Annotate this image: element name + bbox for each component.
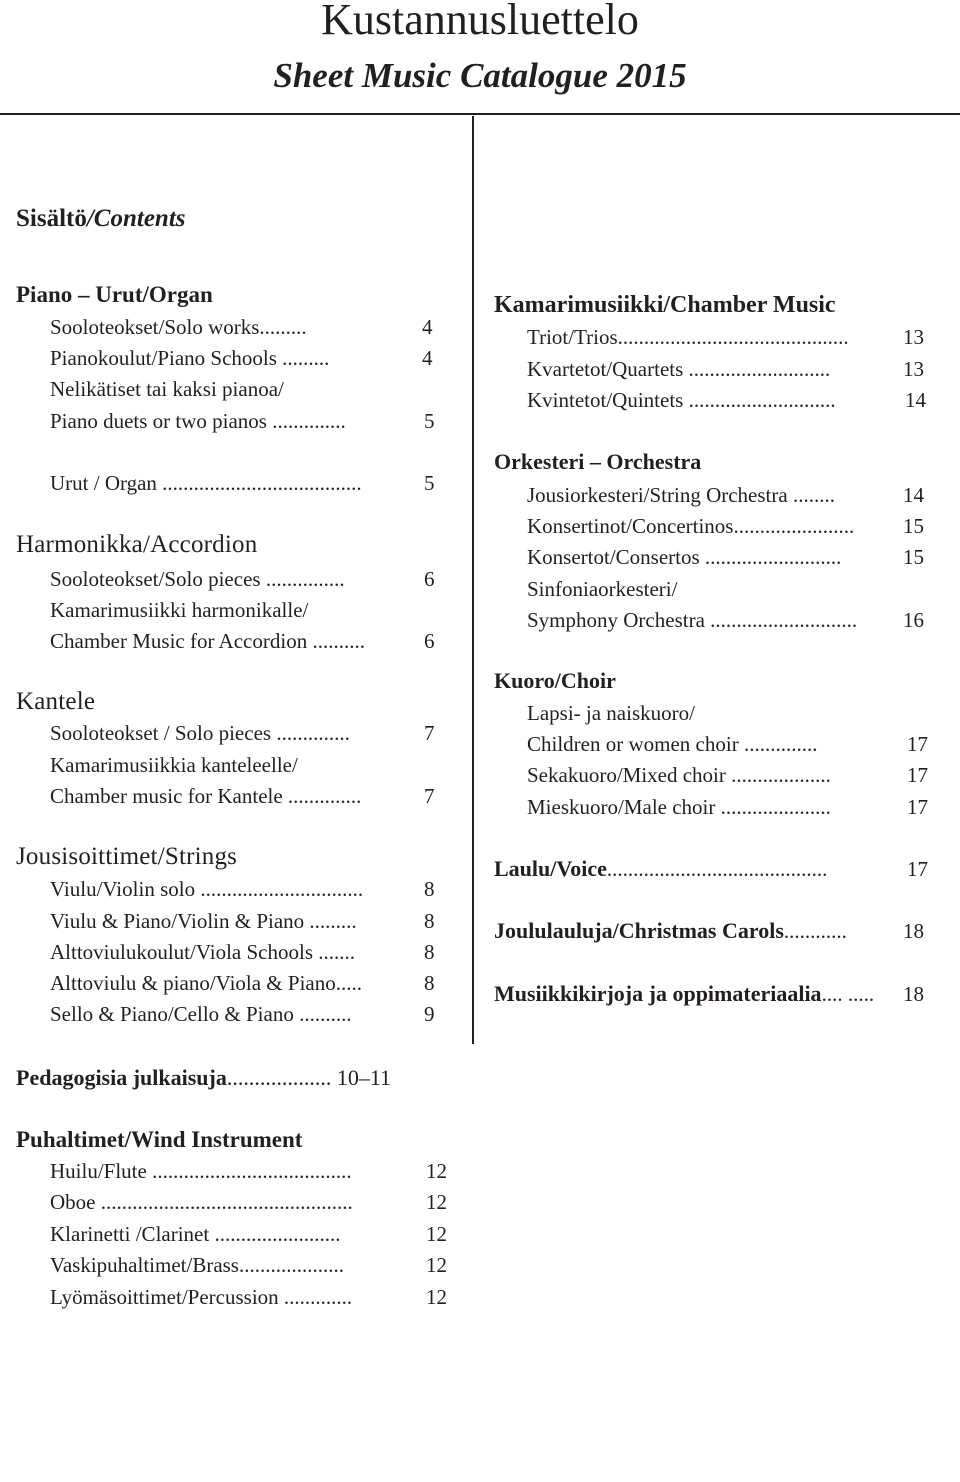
- toc-entry-cello-piano: [50, 999, 450, 1029]
- toc-entry-label: Lyömäsoittimet/Percussion .............: [50, 1285, 353, 1309]
- toc-entry-page: 12: [426, 1253, 447, 1277]
- toc-entry-brass: [50, 1250, 460, 1280]
- toc-entry-solo-works: [50, 312, 450, 342]
- toc-entry-label: Chamber music for Kantele ..............: [50, 784, 362, 808]
- toc-entry-page: 12: [426, 1190, 447, 1214]
- toc-entry-music-books: [494, 979, 944, 1009]
- catalogue-subtitle: Sheet Music Catalogue 2015: [273, 56, 687, 95]
- section-music-books: Musiikkikirjoja ja oppimateriaalia: [494, 981, 822, 1006]
- toc-entry-label: Alttoviulu & piano/Viola & Piano.....: [50, 971, 362, 995]
- toc-entry-quartets: [527, 354, 947, 384]
- toc-entry-label: Piano duets or two pianos ..............: [50, 409, 346, 433]
- toc-entry-trios: [527, 322, 947, 352]
- toc-entry-label: Nelikätiset tai kaksi pianoa/: [50, 377, 284, 401]
- toc-entry-label: Konsertot/Consertos ..........................: [527, 545, 842, 569]
- toc-entry-label: Children or women choir ..............: [527, 732, 818, 756]
- section-christmas-carols: Joululauluja/Christmas Carols: [494, 918, 784, 943]
- toc-entry-label: Kvartetot/Quartets ...........................: [527, 357, 831, 381]
- toc-entry-label: Kamarimusiikki harmonikalle/: [50, 598, 309, 622]
- section-wind: Puhaltimet/Wind Instrument: [16, 1127, 303, 1152]
- toc-entry-label: Klarinetti /Clarinet ........................: [50, 1222, 341, 1246]
- toc-entry-label: Sooloteokset/Solo works.........: [50, 315, 307, 339]
- toc-entry-organ: [50, 468, 450, 498]
- toc-entry-label: Konsertinot/Concertinos.......................: [527, 514, 855, 538]
- toc-entry-label: Pianokoulut/Piano Schools .........: [50, 346, 330, 370]
- section-orchestra: Orkesteri – Orchestra: [494, 449, 702, 474]
- toc-entry-violin-piano: [50, 906, 450, 936]
- toc-entry-page: 14: [903, 483, 924, 507]
- toc-entry-accordion-chamber: [50, 626, 450, 656]
- toc-entry-label: Lapsi- ja naiskuoro/: [527, 701, 695, 725]
- toc-entry-page: 7: [424, 784, 435, 808]
- toc-entry-viola-schools: [50, 937, 450, 967]
- toc-entry-label: Triot/Trios............................................: [527, 325, 849, 349]
- toc-entry-children-women-choir: [527, 729, 947, 759]
- toc-entry-label: Sooloteokset/Solo pieces ...............: [50, 567, 345, 591]
- toc-entry-label: Sello & Piano/Cello & Piano ..........: [50, 1002, 352, 1026]
- toc-entry-dots: .... .....: [821, 982, 875, 1006]
- toc-entry-page: 18: [903, 982, 924, 1006]
- toc-entry-concertos: [527, 542, 947, 572]
- toc-entry-page: 17: [907, 795, 928, 819]
- toc-entry-accordion-chamber-line1: [50, 595, 450, 625]
- toc-entry-dots: ..........................................: [606, 857, 828, 881]
- toc-entry-page: 7: [424, 721, 435, 745]
- toc-entry-kantele-solo: [50, 718, 450, 748]
- toc-entry-page: 15: [903, 545, 924, 569]
- toc-entry-pedagogy: [16, 1063, 391, 1093]
- column-divider: [472, 116, 474, 1044]
- toc-entry-symphony-line1: [527, 574, 947, 604]
- toc-entry-male-choir: [527, 792, 947, 822]
- toc-entry-page: 13: [903, 325, 924, 349]
- toc-entry-page: 8: [424, 909, 435, 933]
- toc-entry-page: 6: [424, 629, 435, 653]
- toc-entry-children-choir-line1: [527, 698, 947, 728]
- toc-entry-page: 17: [907, 857, 928, 881]
- toc-entry-label: Viulu & Piano/Violin & Piano .........: [50, 909, 357, 933]
- toc-entry-page: 9: [424, 1002, 435, 1026]
- header-divider: [0, 113, 960, 115]
- toc-entry-label: Sinfoniaorkesteri/: [527, 577, 678, 601]
- toc-entry-quintets: [527, 385, 947, 415]
- catalogue-title: Kustannusluettelo: [321, 0, 639, 44]
- toc-entry-label: Urut / Organ ......................................: [50, 471, 362, 495]
- toc-entry-page: 8: [424, 877, 435, 901]
- toc-entry-label: Vaskipuhaltimet/Brass....................: [50, 1253, 344, 1277]
- toc-entry-oboe: [50, 1187, 460, 1217]
- toc-entry-page: 12: [426, 1222, 447, 1246]
- toc-entry-label: Symphony Orchestra ............................: [527, 608, 858, 632]
- toc-entry-christmas-carols: [494, 916, 944, 946]
- toc-entry-dots: ...................: [226, 1065, 332, 1090]
- toc-entry-page: 8: [424, 940, 435, 964]
- toc-entry-piano-schools: [50, 343, 450, 373]
- contents-heading-fi: Sisältö: [16, 205, 87, 232]
- toc-entry-accordion-solo: [50, 564, 450, 594]
- toc-entry-string-orchestra: [527, 480, 947, 510]
- toc-entry-label: Oboe ................................................: [50, 1190, 353, 1214]
- toc-entry-flute: [50, 1156, 460, 1186]
- toc-entry-label: Kamarimusiikkia kanteleelle/: [50, 753, 298, 777]
- toc-entry-page: 5: [424, 471, 435, 495]
- toc-entry-label: Viulu/Violin solo ...............................: [50, 877, 364, 901]
- toc-entry-voice: [494, 854, 944, 884]
- section-chamber-music: Kamarimusiikki/Chamber Music: [494, 292, 836, 318]
- section-pedagogy: Pedagogisia julkaisuja: [16, 1065, 227, 1090]
- toc-entry-page: 10–11: [336, 1065, 392, 1090]
- toc-entry-label: Chamber Music for Accordion ..........: [50, 629, 365, 653]
- toc-entry-page: 12: [426, 1159, 447, 1183]
- contents-heading-en: /Contents: [86, 205, 186, 232]
- section-strings: Jousisoittimet/Strings: [16, 843, 238, 870]
- toc-entry-mixed-choir: [527, 760, 947, 790]
- toc-entry-piano-duets: [50, 406, 450, 436]
- toc-entry-dots: ............: [783, 919, 847, 943]
- toc-entry-violin-solo: [50, 874, 450, 904]
- toc-entry-page: 16: [903, 608, 924, 632]
- toc-entry-clarinet: [50, 1219, 460, 1249]
- toc-entry-label: Kvintetot/Quintets ............................: [527, 388, 836, 412]
- toc-entry-page: 13: [903, 357, 924, 381]
- toc-entry-page: 18: [903, 919, 924, 943]
- toc-entry-label: Mieskuoro/Male choir .....................: [527, 795, 831, 819]
- toc-entry-label: Huilu/Flute ......................................: [50, 1159, 352, 1183]
- toc-entry-page: 4: [422, 346, 433, 370]
- contents-heading: [16, 203, 186, 235]
- toc-entry-viola-piano: [50, 968, 450, 998]
- toc-entry-label: Sekakuoro/Mixed choir ...................: [527, 763, 831, 787]
- toc-entry-page: 4: [422, 315, 433, 339]
- section-voice: Laulu/Voice: [494, 856, 607, 881]
- toc-entry-symphony-orchestra: [527, 605, 947, 635]
- toc-entry-page: 15: [903, 514, 924, 538]
- toc-entry-page: 5: [424, 409, 435, 433]
- section-kantele: Kantele: [16, 688, 96, 715]
- section-accordion: Harmonikka/Accordion: [16, 531, 258, 558]
- toc-entry-label: Alttoviulukoulut/Viola Schools .......: [50, 940, 355, 964]
- toc-entry-page: 8: [424, 971, 435, 995]
- toc-entry-concertinos: [527, 511, 947, 541]
- section-piano: Piano – Urut/Organ: [16, 282, 213, 307]
- toc-entry-page: 6: [424, 567, 435, 591]
- toc-entry-piano-duets-line1: [50, 374, 450, 404]
- toc-entry-label: Sooloteokset / Solo pieces ..............: [50, 721, 350, 745]
- toc-entry-kantele-chamber: [50, 781, 450, 811]
- toc-entry-page: 17: [907, 763, 928, 787]
- toc-entry-label: Jousiorkesteri/String Orchestra ........: [527, 483, 835, 507]
- toc-entry-page: 17: [907, 732, 928, 756]
- section-choir: Kuoro/Choir: [494, 668, 616, 693]
- toc-entry-page: 12: [426, 1285, 447, 1309]
- toc-entry-kantele-chamber-line1: [50, 750, 450, 780]
- toc-entry-page: 14: [905, 388, 926, 412]
- toc-entry-percussion: [50, 1282, 460, 1312]
